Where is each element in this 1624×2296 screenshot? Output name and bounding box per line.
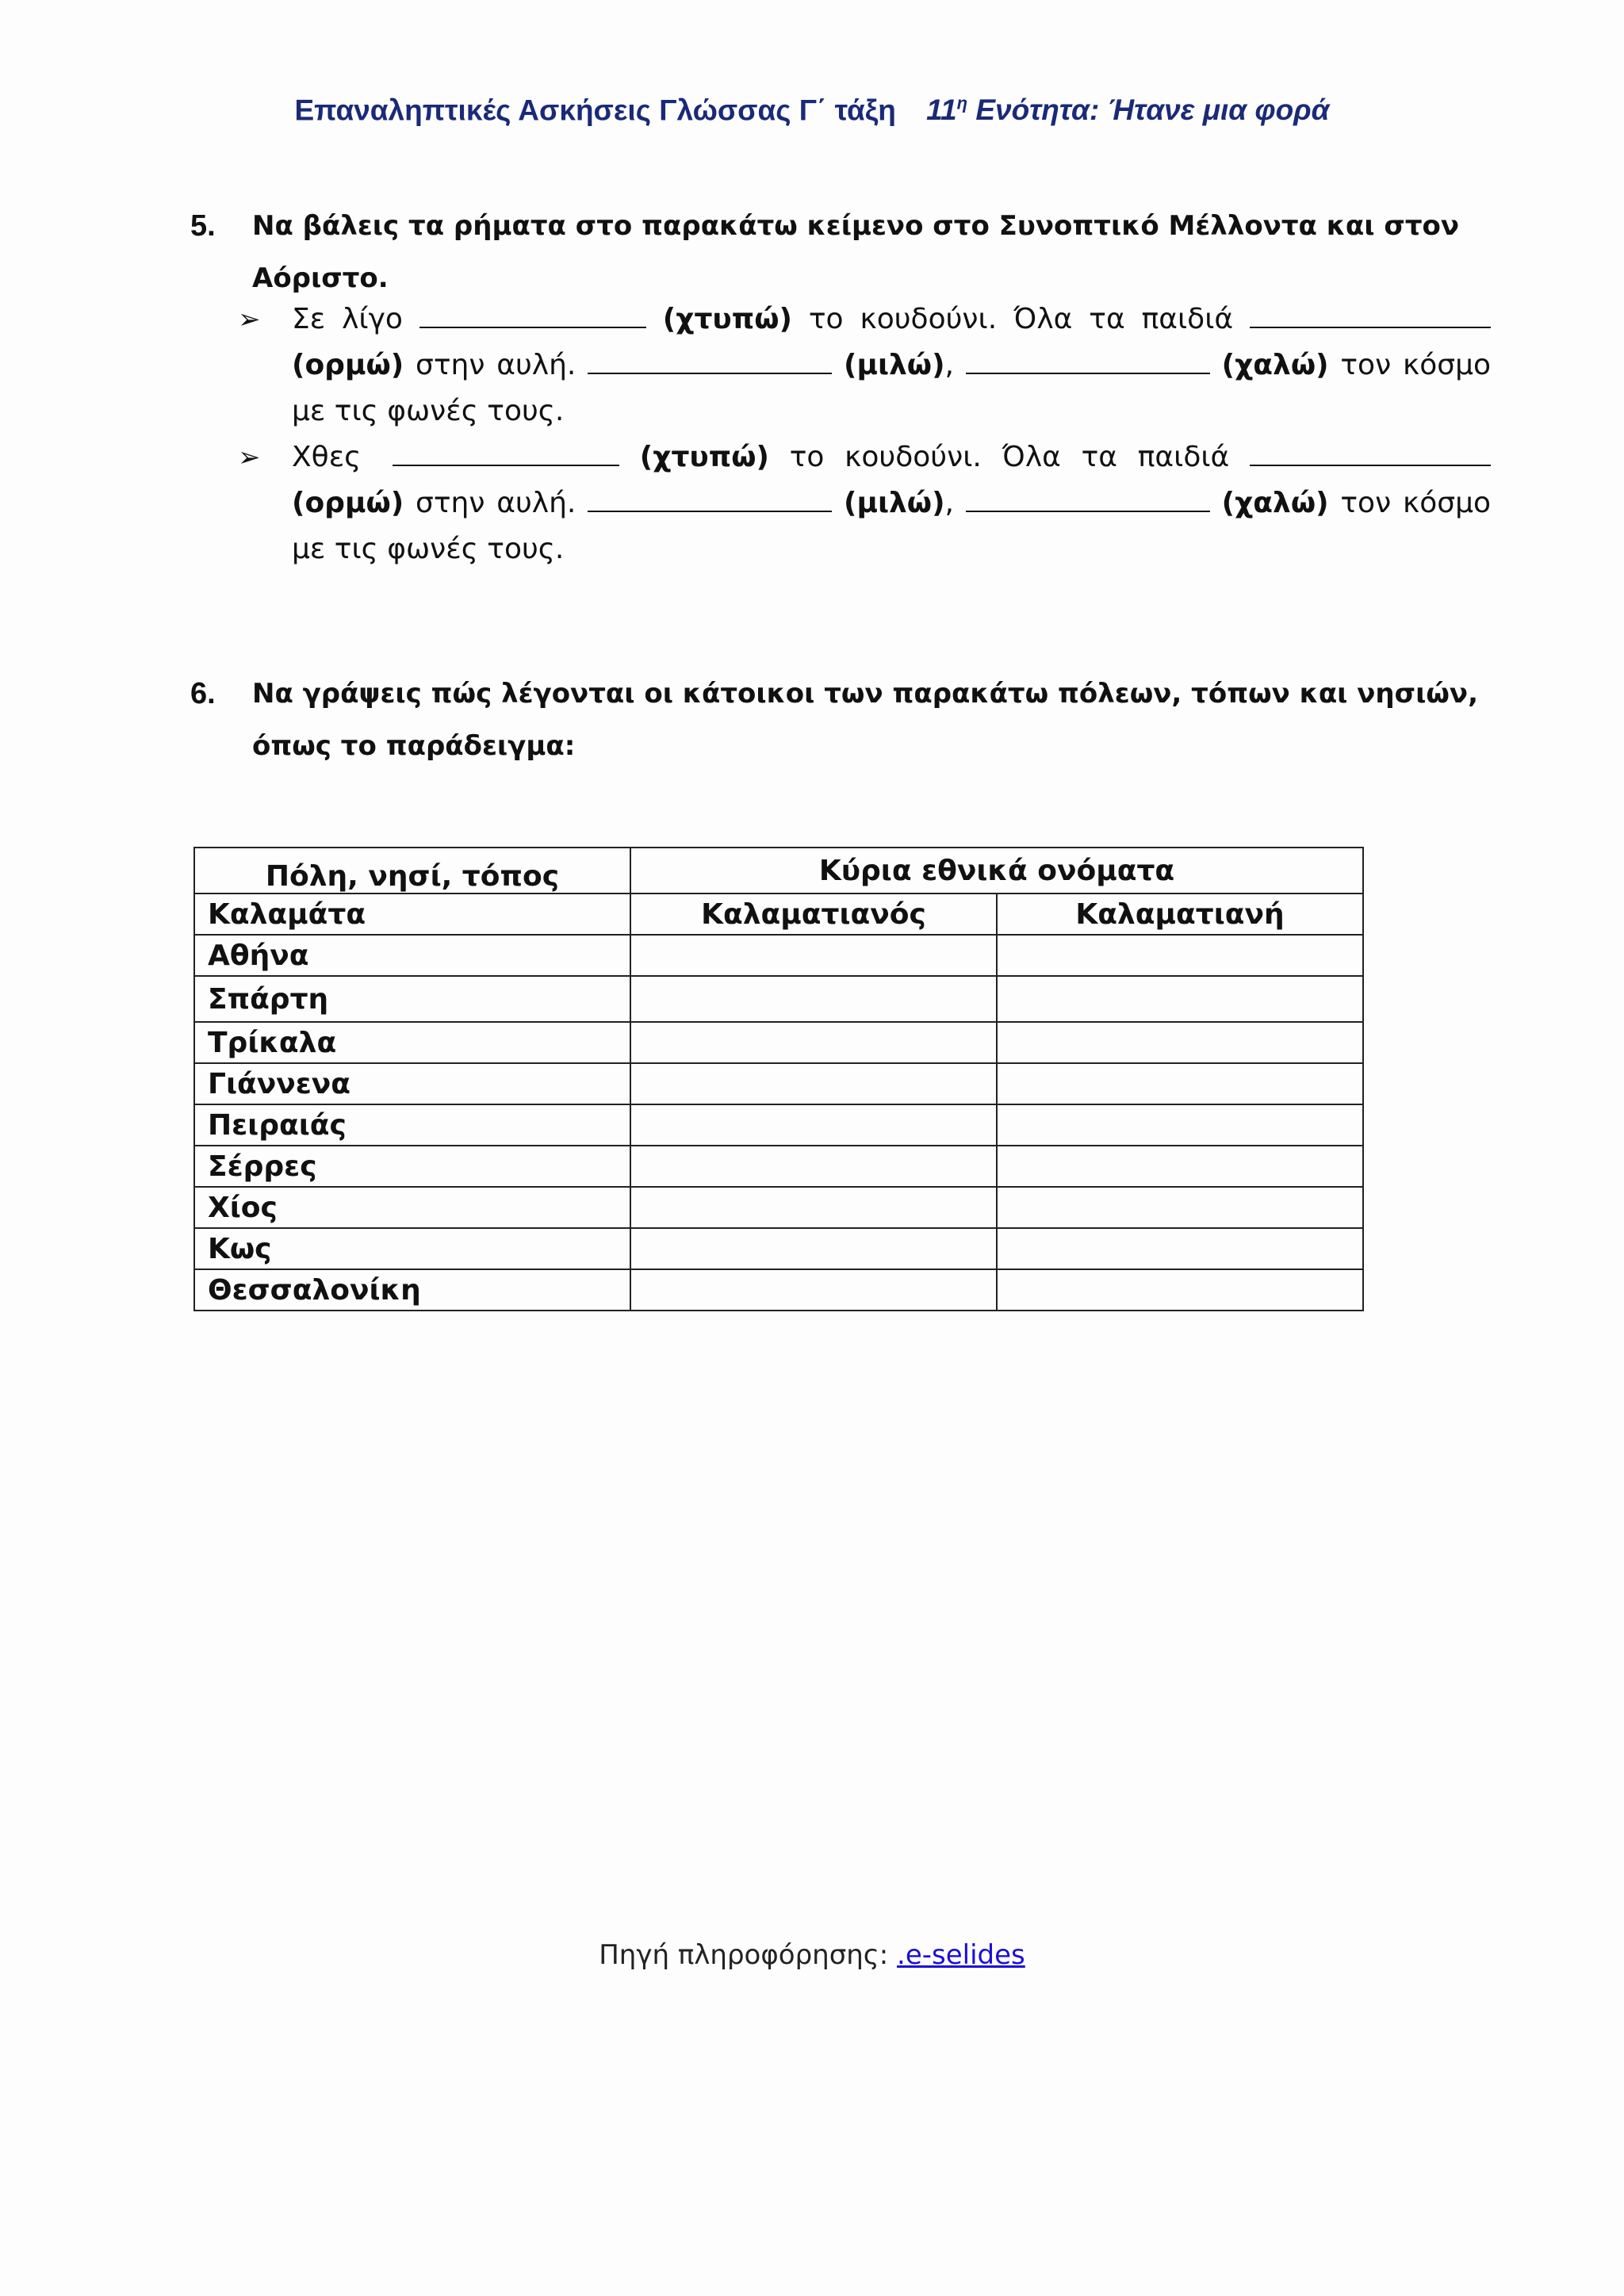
question-5-text: Να βάλεις τα ρήματα στο παρακάτω κείμενο στο Συνοπτικό Μέλλοντα και στον Αόριστο. [252, 210, 1460, 294]
question-5-number: 5. [190, 209, 216, 243]
table-row [194, 1063, 1363, 1104]
table-header-row [194, 848, 1363, 894]
bullet-2-start: Χθες [292, 441, 362, 473]
bullet-2-text-4: τον κόσμο με τις φωνές τους. [292, 487, 1491, 565]
arrow-bullet-icon: ➢ [238, 304, 261, 335]
answer-blank[interactable] [966, 482, 1210, 512]
table-row [194, 1228, 1363, 1269]
table-cell-answer[interactable] [997, 1269, 1363, 1311]
question-5-title [190, 200, 1494, 304]
table-cell-answer[interactable] [997, 1146, 1363, 1187]
question-6-number: 6. [190, 677, 216, 710]
table-cell-answer[interactable] [630, 1269, 997, 1311]
table-cell-answer[interactable] [630, 1187, 997, 1228]
table-cell-answer[interactable] [630, 1063, 997, 1104]
unit-title: Ενότητα: Ήτανε μια φορά [967, 94, 1330, 127]
table-cell-place: Κως [194, 1228, 630, 1269]
col-names-header: Κύρια εθνικά ονόματα [630, 848, 1363, 894]
page-header [0, 94, 1624, 127]
table-row [194, 1187, 1363, 1228]
demonyms-table [193, 847, 1364, 1311]
source-link[interactable]: .e-selides [897, 1939, 1025, 1971]
table-cell-answer[interactable] [997, 1228, 1363, 1269]
table-row [194, 1146, 1363, 1187]
table-row [194, 1269, 1363, 1311]
col-place-header: Πόλη, νησί, τόπος [194, 848, 630, 894]
table-cell-place: Αθήνα [194, 935, 630, 976]
table-cell-answer[interactable] [630, 935, 997, 976]
answer-blank[interactable] [1250, 298, 1491, 328]
bullet-2-text-3: , [944, 487, 966, 519]
bullet-1-text-1: το κουδούνι. Όλα τα παιδιά [791, 303, 1251, 335]
bullet-1-text-4: τον κόσμο με τις φωνές τους. [292, 349, 1491, 427]
bullet-2-text-2: στην αυλή. [404, 487, 588, 519]
header-title: Επαναληπτικές Ασκήσεις Γλώσσας Γ΄ τάξη [294, 94, 896, 127]
verb-4: (χαλώ) [1221, 487, 1329, 519]
table-cell-male: Καλαματιανός [630, 894, 997, 935]
answer-blank[interactable] [1250, 436, 1491, 466]
unit-number: 11 [926, 94, 957, 127]
verb-3: (μιλώ) [844, 487, 945, 519]
table-row [194, 935, 1363, 976]
arrow-bullet-icon: ➢ [238, 442, 261, 473]
bullet-1-text-3: , [944, 349, 966, 381]
table-cell-answer[interactable] [630, 1022, 997, 1063]
table-row [194, 976, 1363, 1022]
table-cell-answer[interactable] [997, 1187, 1363, 1228]
table-cell-answer[interactable] [997, 1104, 1363, 1146]
table-cell-answer[interactable] [997, 1063, 1363, 1104]
answer-blank[interactable] [419, 298, 646, 328]
source-label: Πηγή πληροφόρησης: [599, 1939, 898, 1971]
table-cell-answer[interactable] [630, 1146, 997, 1187]
bullet-item-2 [238, 434, 1491, 572]
table-row [194, 1104, 1363, 1146]
table-cell-answer[interactable] [630, 976, 997, 1022]
table-cell-place: Γιάννενα [194, 1063, 630, 1104]
answer-blank[interactable] [393, 436, 619, 466]
table-cell-answer[interactable] [997, 976, 1363, 1022]
table-cell-place: Τρίκαλα [194, 1022, 630, 1063]
table-cell-place: Σέρρες [194, 1146, 630, 1187]
bullet-item-1 [238, 297, 1491, 434]
verb-2: (ορμώ) [292, 487, 404, 519]
verb-1: (χτυπώ) [662, 303, 792, 335]
question-6-text: Να γράψεις πώς λέγονται οι κάτοικοι των παρακάτω πόλεων, τόπων και νησιών, όπως το παράδειγμα: [252, 678, 1478, 762]
answer-blank[interactable] [588, 482, 832, 512]
table-cell-place: Θεσσαλονίκη [194, 1269, 630, 1311]
bullet-1-text-2: στην αυλή. [404, 349, 588, 381]
table-cell-answer[interactable] [630, 1104, 997, 1146]
bullet-2-text-1: το κουδούνι. Όλα τα παιδιά [768, 441, 1250, 473]
table-cell-place: Σπάρτη [194, 976, 630, 1022]
table-cell-place: Καλαμάτα [194, 894, 630, 935]
table-cell-answer[interactable] [997, 935, 1363, 976]
question-5-bullets [238, 297, 1491, 572]
header-unit [926, 94, 1329, 126]
unit-sup: η [956, 94, 968, 113]
answer-blank[interactable] [966, 344, 1210, 374]
table-row [194, 1022, 1363, 1063]
question-6-title [190, 668, 1494, 772]
verb-2: (ορμώ) [292, 349, 404, 381]
table-cell-answer[interactable] [630, 1228, 997, 1269]
answer-blank[interactable] [588, 344, 832, 374]
table-cell-female: Καλαματιανή [997, 894, 1363, 935]
verb-1: (χτυπώ) [639, 441, 769, 473]
table-cell-place: Χίος [194, 1187, 630, 1228]
source-footer [0, 1939, 1624, 1971]
table-cell-place: Πειραιάς [194, 1104, 630, 1146]
verb-4: (χαλώ) [1221, 349, 1329, 381]
table-cell-answer[interactable] [997, 1022, 1363, 1063]
table-example-row [194, 894, 1363, 935]
verb-3: (μιλώ) [844, 349, 945, 381]
bullet-1-start: Σε λίγο [292, 303, 403, 335]
